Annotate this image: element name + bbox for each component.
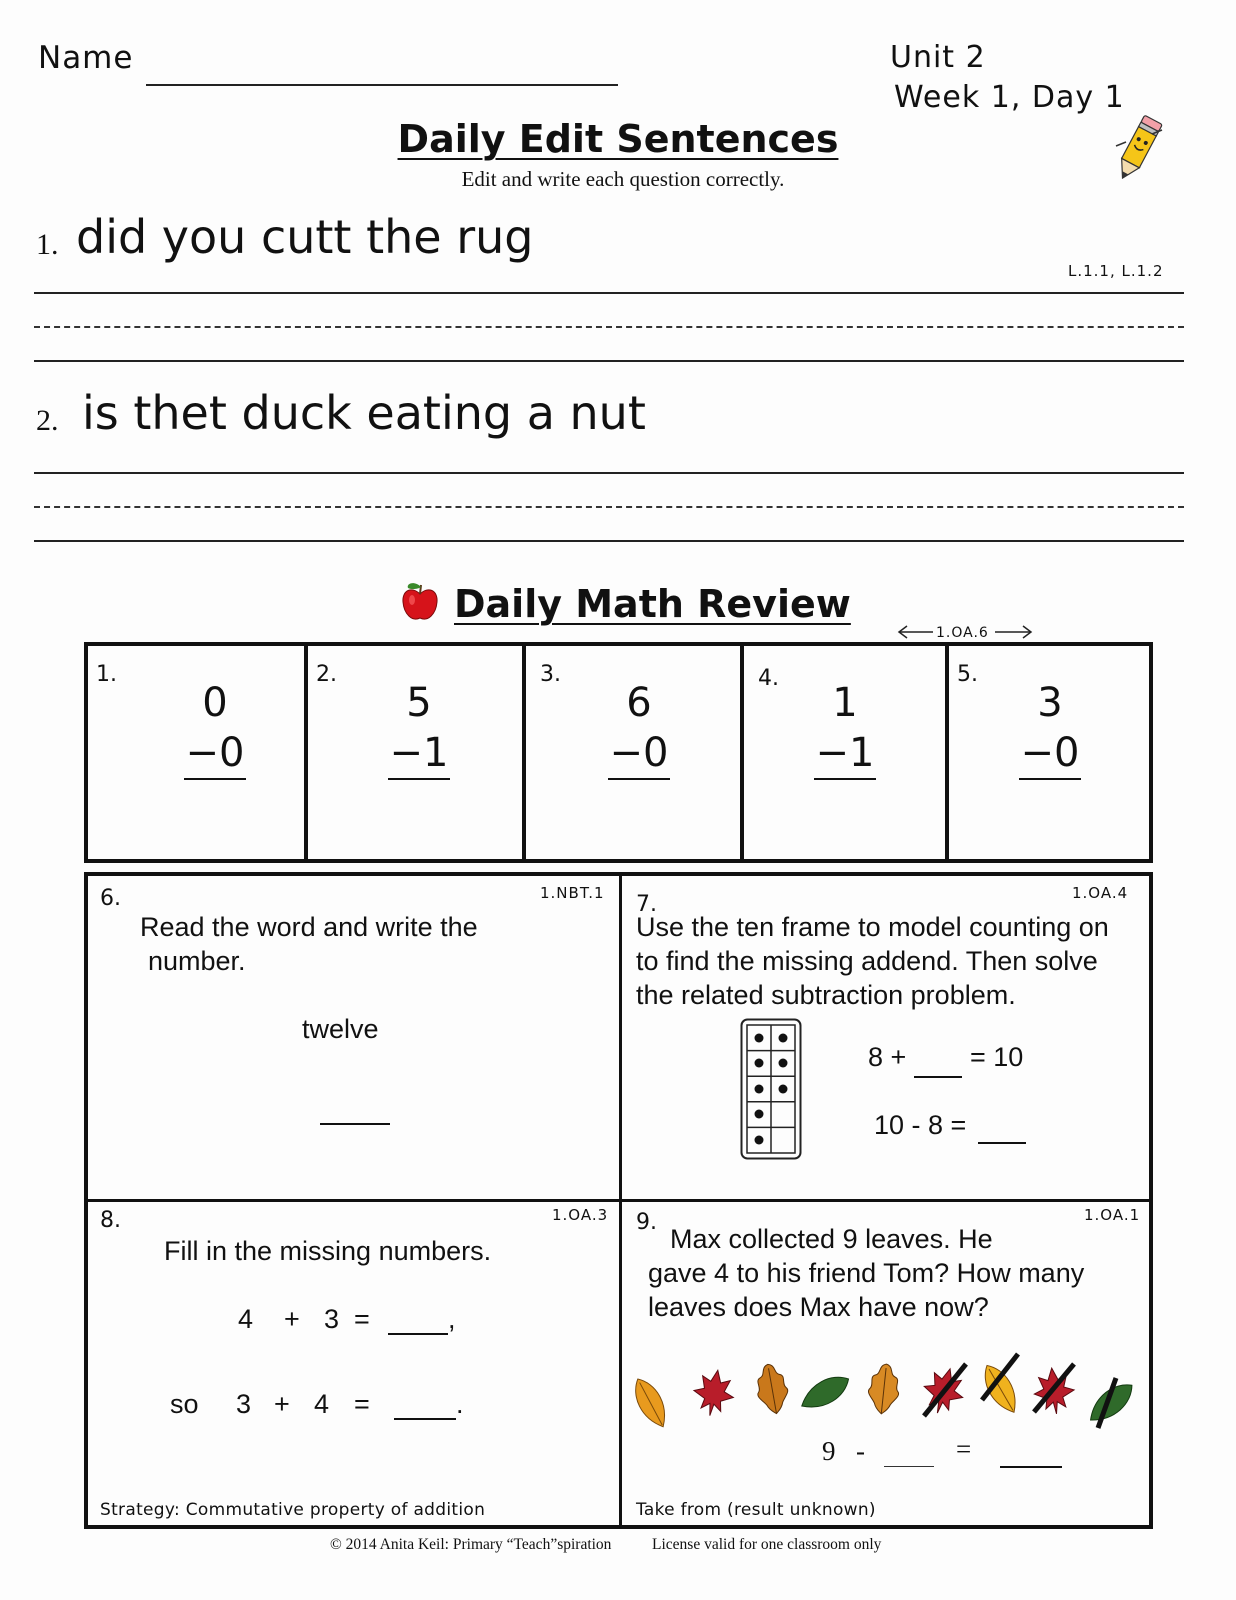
q9-standard: 1.OA.1 xyxy=(1084,1206,1141,1224)
q7-eq1-right: = 10 xyxy=(970,1042,1024,1072)
q8-eq1-eq: = xyxy=(354,1304,370,1334)
name-write-line[interactable] xyxy=(146,84,618,86)
sentence-1-number: 1. xyxy=(36,228,59,261)
leaves-picture xyxy=(622,1336,1152,1436)
q8-number: 8. xyxy=(100,1208,121,1233)
q9-number: 9. xyxy=(636,1210,657,1235)
copyright: © 2014 Anita Keil: Primary “Teach”spiration xyxy=(330,1536,612,1553)
subtraction-row xyxy=(84,642,1153,863)
sentence-standard: L.1.1, L.1.2 xyxy=(1068,262,1164,280)
q6-standard: 1.NBT.1 xyxy=(540,884,605,902)
row-standard: 1.OA.6 xyxy=(936,625,989,641)
q8-eq1-op: + xyxy=(284,1304,300,1334)
license-note: License valid for one classroom only xyxy=(652,1536,882,1553)
problem-3-cell xyxy=(522,646,744,859)
problem-2-cell xyxy=(304,646,526,859)
sentence-1-bottom-line xyxy=(34,360,1184,362)
q8-strategy: Strategy: Commutative property of addition xyxy=(100,1500,486,1520)
problem-number: 5. xyxy=(957,662,978,687)
q8-eq1-a: 4 xyxy=(238,1304,254,1334)
q7-number: 7. xyxy=(636,892,657,917)
q7-eq2-blank[interactable] xyxy=(978,1142,1026,1144)
subtrahend: −1 xyxy=(388,728,451,780)
q8-eq2-end: . xyxy=(456,1389,464,1419)
week-day-label: Week 1, Day 1 xyxy=(894,80,1125,115)
sentence-2-mid-line xyxy=(34,506,1184,508)
q7-standard: 1.OA.4 xyxy=(1072,884,1129,902)
problem-5[interactable] xyxy=(1005,678,1095,780)
word-problems-grid xyxy=(84,872,1153,1529)
q9-eq-equals: = xyxy=(956,1434,972,1464)
q9-eq-blank-1[interactable] xyxy=(884,1466,934,1467)
sentence-2-text: is thet duck eating a nut xyxy=(82,386,646,440)
q9-prompt-line2: gave 4 to his friend Tom? How many xyxy=(648,1258,1085,1288)
q8-eq2-a: 3 xyxy=(236,1389,252,1419)
page-subtitle: Edit and write each question correctly. xyxy=(461,167,785,191)
leaf-icon xyxy=(866,1363,901,1416)
problem-4[interactable] xyxy=(800,678,890,780)
minuend: 5 xyxy=(406,680,432,726)
q9-eq-start: 9 xyxy=(822,1436,836,1466)
problem-number: 4. xyxy=(758,666,779,691)
minuend: 3 xyxy=(1037,680,1063,726)
q9-foot: Take from (result unknown) xyxy=(636,1500,876,1520)
sentence-1-top-line[interactable] xyxy=(34,292,1184,294)
q8-eq2-op: + xyxy=(274,1389,290,1419)
problem-number: 3. xyxy=(540,662,561,687)
q9-prompt-line1: Max collected 9 leaves. He xyxy=(670,1224,993,1254)
subtrahend: −0 xyxy=(1019,728,1082,780)
q6-prompt-line1: Read the word and write the xyxy=(140,912,478,942)
grid-divider-horizontal xyxy=(88,1199,1149,1202)
unit-label: Unit 2 xyxy=(890,40,986,75)
minuend: 0 xyxy=(202,680,228,726)
problem-1-cell xyxy=(88,646,308,859)
subtrahend: −0 xyxy=(608,728,671,780)
leaf-icon xyxy=(977,1360,1024,1418)
q8-eq2-b: 4 xyxy=(314,1389,330,1419)
q8-eq2-eq: = xyxy=(354,1389,370,1419)
q7-eq2-left: 10 - 8 = xyxy=(874,1110,967,1140)
q7-eq1-left: 8 + xyxy=(868,1042,907,1072)
minuend: 1 xyxy=(832,680,858,726)
sentence-2-bottom-line xyxy=(34,540,1184,542)
q7-prompt-line2: to find the missing addend. Then solve xyxy=(636,946,1098,976)
problem-1[interactable] xyxy=(170,678,260,780)
q8-eq1-b: 3 xyxy=(324,1304,340,1334)
pencil-character-icon xyxy=(1108,112,1168,186)
ten-frame xyxy=(740,1018,802,1160)
q6-number: 6. xyxy=(100,886,121,911)
problem-5-cell xyxy=(945,646,1149,859)
q7-prompt-line1: Use the ten frame to model counting on xyxy=(636,912,1109,942)
name-label: Name xyxy=(38,40,134,76)
q8-eq2-so: so xyxy=(170,1389,199,1419)
q8-eq1-end: , xyxy=(448,1304,456,1334)
leaf-icon xyxy=(628,1374,673,1432)
problem-2[interactable] xyxy=(374,678,464,780)
q7-eq1-blank[interactable] xyxy=(914,1076,962,1078)
q6-answer-blank[interactable] xyxy=(320,1123,390,1125)
q8-prompt: Fill in the missing numbers. xyxy=(164,1236,492,1266)
subtrahend: −1 xyxy=(814,728,877,780)
q8-eq1-blank[interactable] xyxy=(388,1333,448,1335)
sentence-1-mid-line xyxy=(34,326,1184,328)
apple-icon xyxy=(400,580,440,624)
q6-number-word: twelve xyxy=(302,1014,379,1044)
q9-eq-minus: - xyxy=(856,1436,865,1466)
sentence-2-top-line[interactable] xyxy=(34,472,1184,474)
q9-eq-blank-2[interactable] xyxy=(1000,1466,1062,1468)
leaf-icon xyxy=(753,1362,791,1416)
subtrahend: −0 xyxy=(184,728,247,780)
q9-prompt-line3: leaves does Max have now? xyxy=(648,1292,989,1322)
leaf-icon xyxy=(690,1367,737,1419)
leaf-icon xyxy=(796,1369,854,1416)
sentence-1-text: did you cutt the rug xyxy=(76,210,534,264)
q7-prompt-line3: the related subtraction problem. xyxy=(636,980,1016,1010)
q8-standard: 1.OA.3 xyxy=(552,1206,609,1224)
math-review-title: Daily Math Review xyxy=(454,582,851,626)
problem-number: 1. xyxy=(96,662,117,687)
minuend: 6 xyxy=(626,680,652,726)
sentence-2-number: 2. xyxy=(36,404,59,437)
q6-prompt-line2: number. xyxy=(148,946,246,976)
page-title: Daily Edit Sentences xyxy=(397,117,839,161)
problem-3[interactable] xyxy=(594,678,684,780)
problem-4-cell xyxy=(740,646,949,859)
q8-eq2-blank[interactable] xyxy=(394,1418,456,1420)
problem-number: 2. xyxy=(316,662,337,687)
